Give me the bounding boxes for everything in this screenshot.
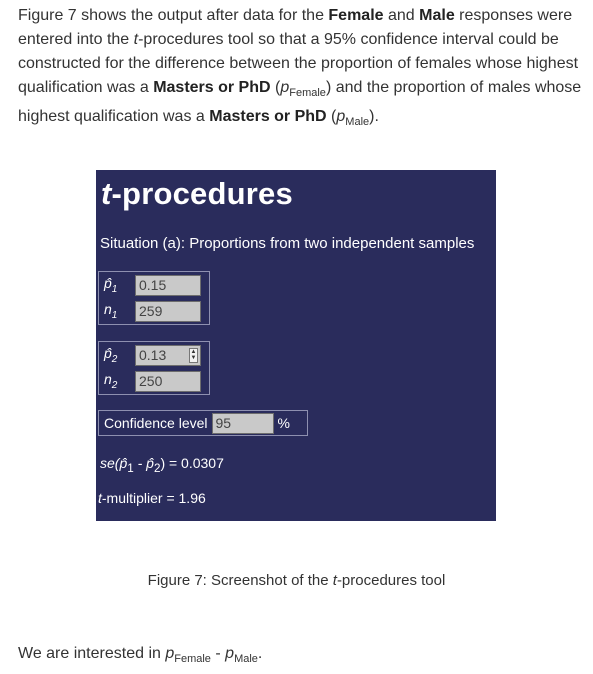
male-subscript: Male bbox=[345, 116, 370, 129]
p1-symbol: $p̂_1$ bbox=[104, 275, 118, 295]
p2-input[interactable]: 0.13 ▲ ▼ bbox=[135, 345, 201, 366]
situation-label: Situation (a): Proportions from two independent samples bbox=[100, 235, 475, 252]
p1-input[interactable]: 0.15 bbox=[135, 275, 201, 296]
p2-symbol: $p̂_2$ bbox=[104, 345, 118, 365]
standard-error-output: $se(p̂_1$ - $p̂_2) = 0.0307$ bbox=[100, 455, 224, 475]
bottom-sentence: We are interested in $p_{Female} - p_{Male}$. bbox=[18, 645, 263, 666]
t-italic: t bbox=[133, 31, 139, 48]
female-bold: Female bbox=[328, 7, 384, 24]
intro-text: -procedures tool so that a 95% confidence interval could be constructed for the difference between the proportion of females whose highest qualification was a bbox=[18, 31, 579, 96]
n2-input[interactable]: 250 bbox=[135, 371, 201, 392]
intro-text: ( bbox=[326, 108, 337, 126]
intro-text: ) and the proportion of males whose highest qualification was a bbox=[18, 79, 582, 126]
spinner-arrows-icon[interactable]: ▲ ▼ bbox=[190, 348, 197, 361]
intro-text: ). bbox=[369, 108, 379, 126]
title-t: t bbox=[101, 176, 112, 211]
n1-input[interactable]: 259 bbox=[135, 301, 201, 322]
group1-box bbox=[98, 271, 210, 325]
confidence-level-box bbox=[98, 410, 308, 436]
intro-paragraph bbox=[18, 4, 586, 134]
t-multiplier-output: t-multiplier = 1.96 bbox=[98, 490, 206, 506]
n2-row bbox=[99, 368, 209, 394]
male-bold: Male bbox=[419, 7, 455, 24]
female-subscript: Female bbox=[289, 87, 326, 100]
t-procedures-panel bbox=[96, 170, 496, 521]
intro-text: Figure 7 shows the output after data for the bbox=[18, 7, 329, 24]
p-male-var: p bbox=[336, 108, 346, 126]
percent-sign: % bbox=[277, 415, 290, 431]
masters-phd-bold: Masters or PhD bbox=[209, 108, 327, 126]
panel-title bbox=[101, 176, 293, 212]
intro-text: responses were entered into the bbox=[18, 7, 573, 48]
intro-text: and bbox=[383, 7, 420, 24]
intro-text: ( bbox=[270, 79, 281, 96]
p1-row bbox=[99, 272, 209, 298]
p-female-var: p bbox=[280, 79, 290, 96]
title-rest: -procedures bbox=[111, 176, 293, 211]
confidence-input[interactable]: 95 bbox=[212, 413, 274, 434]
n1-row bbox=[99, 298, 209, 324]
figure-caption: Figure 7: Screenshot of the t-procedures tool bbox=[147, 572, 446, 589]
masters-phd-bold: Masters or PhD bbox=[153, 79, 271, 96]
p2-row bbox=[99, 342, 209, 368]
n1-symbol: $n_1$ bbox=[104, 301, 118, 321]
n2-symbol: $n_2$ bbox=[104, 371, 118, 391]
confidence-label: Confidence level bbox=[104, 415, 208, 431]
group2-box bbox=[98, 341, 210, 395]
